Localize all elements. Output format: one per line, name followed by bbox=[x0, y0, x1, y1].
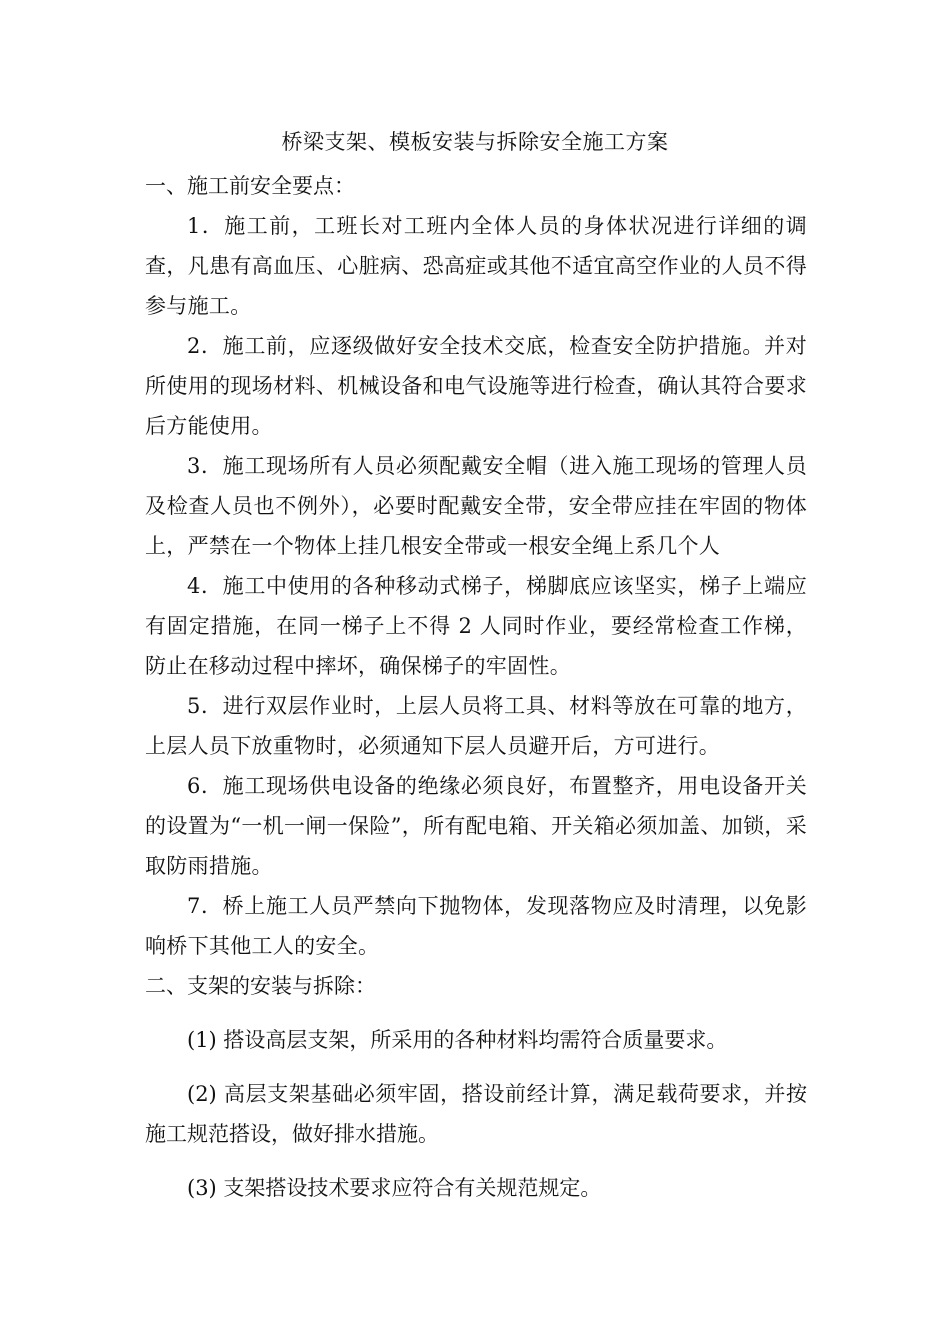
subitem-1: (1) 搭设高层支架，所采用的各种材料均需符合质量要求。 bbox=[187, 1028, 728, 1052]
section-heading-2: 二、支架的安装与拆除： bbox=[145, 974, 376, 998]
paragraph-item-7: 7．桥上施工人员严禁向下抛物体，发现落物应及时清理，以免影响桥下其他工人的安全。 bbox=[145, 894, 807, 958]
subitem-3: (3) 支架搭设技术要求应符合有关规范规定。 bbox=[187, 1176, 602, 1200]
paragraph-item-1: 1．施工前，工班长对工班内全体人员的身体状况进行详细的调查，凡患有高血压、心脏病、恐高症或其他不适宜高空作业的人员不得参与施工。 bbox=[145, 214, 807, 318]
section-heading-1: 一、施工前安全要点： bbox=[145, 174, 355, 198]
document-body bbox=[145, 166, 807, 1208]
paragraph-item-3: 3．施工现场所有人员必须配戴安全帽（进入施工现场的管理人员及检查人员也不例外），必要时配戴安全带，安全带应挂在牢固的物体上，严禁在一个物体上挂几根安全带或一根安全绳上系几个人 bbox=[145, 454, 807, 558]
paragraph-item-6: 6．施工现场供电设备的绝缘必须良好，布置整齐，用电设备开关的设置为“一机一闸一保险”，所有配电箱、开关箱必须加盖、加锁，采取防雨措施。 bbox=[145, 774, 807, 878]
subitem-2: (2) 高层支架基础必须牢固，搭设前经计算，满足载荷要求，并按施工规范搭设，做好排水措施。 bbox=[145, 1082, 807, 1146]
paragraph-item-5: 5．进行双层作业时，上层人员将工具、材料等放在可靠的地方，上层人员下放重物时，必须通知下层人员避开后，方可进行。 bbox=[145, 694, 807, 758]
paragraph-item-4: 4．施工中使用的各种移动式梯子，梯脚底应该坚实，梯子上端应有固定措施，在同一梯子上不得 2 人同时作业，要经常检查工作梯，防止在移动过程中摔坏，确保梯子的牢固性。 bbox=[145, 574, 807, 678]
document-title: 桥梁支架、模板安装与拆除安全施工方案 bbox=[281, 130, 669, 154]
paragraph-item-2: 2．施工前，应逐级做好安全技术交底，检查安全防护措施。并对所使用的现场材料、机械设备和电气设施等进行检查，确认其符合要求后方能使用。 bbox=[145, 334, 807, 438]
